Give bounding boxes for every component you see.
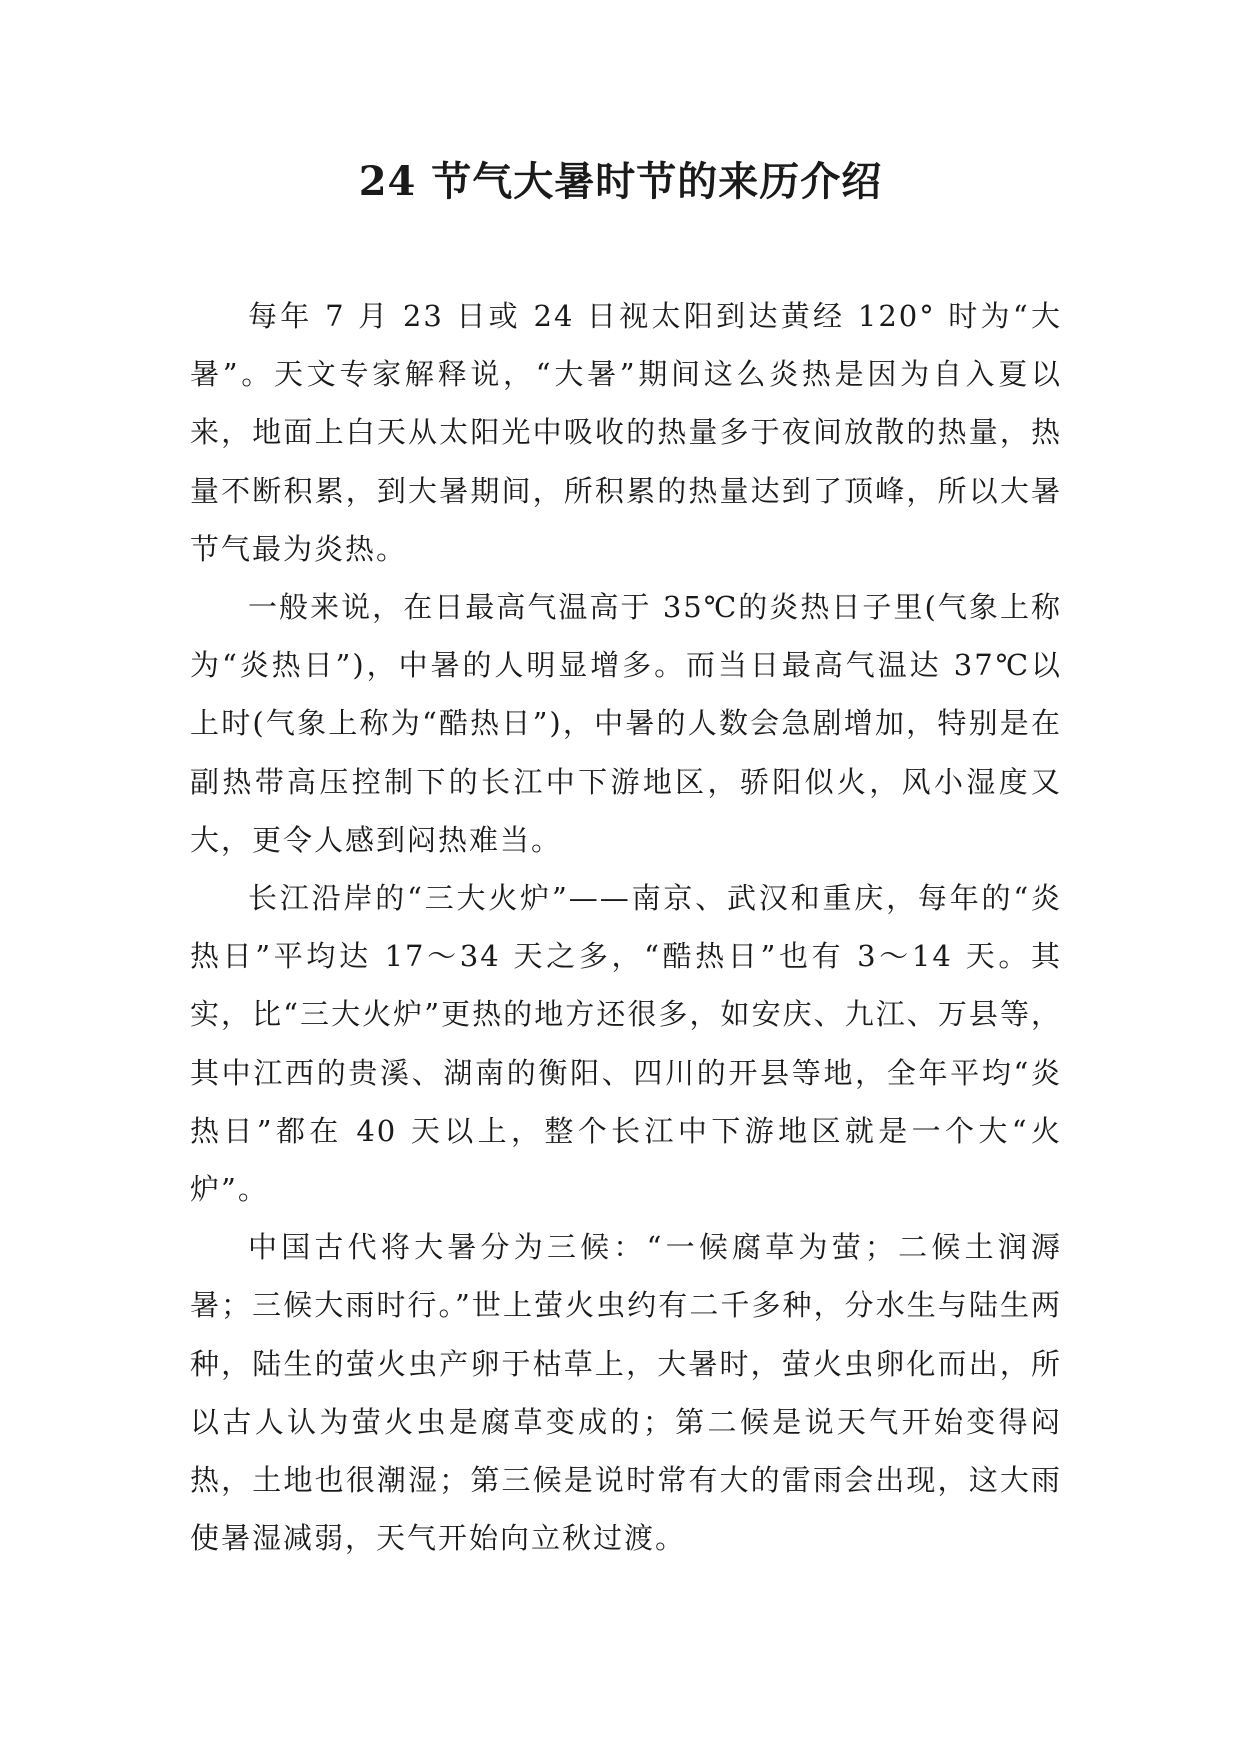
document-body [190, 287, 1062, 1567]
paragraph-4: 中国古代将大暑分为三候：“一候腐草为萤；二候土润溽暑；三候大雨时行。”世上萤火虫约有二千多种，分水生与陆生两种，陆生的萤火虫产卵于枯草上，大暑时，萤火虫卵化而出，所以古人认为萤火虫是腐草变成的；第二候是说天气开始变得闷热，土地也很潮湿；第三候是说时常有大的雷雨会出现，这大雨使暑湿减弱，天气开始向立秋过渡。 [190, 1230, 1062, 1556]
paragraph-1: 每年 7 月 23 日或 24 日视太阳到达黄经 120° 时为“大暑”。天文专家解释说，“大暑”期间这么炎热是因为自入夏以来，地面上白天从太阳光中吸收的热量多于夜间放散的热量，热量不断积累，到大暑期间，所积累的热量达到了顶峰，所以大暑节气最为炎热。 [190, 299, 1062, 566]
paragraph-3: 长江沿岸的“三大火炉”——南京、武汉和重庆，每年的“炎热日”平均达 17～34 天之多，“酷热日”也有 3～14 天。其实，比“三大火炉”更热的地方还很多，如安庆、九江、万县等，其中江西的贵溪、湖南的衡阳、四川的开县等地，全年平均“炎热日”都在 40 天以上，整个长江中下游地区就是一个大“火炉”。 [190, 881, 1062, 1207]
document-title: 24 节气大暑时节的来历介绍 [358, 158, 883, 205]
paragraph-2: 一般来说，在日最高气温高于 35℃的炎热日子里(气象上称为“炎热日”)，中暑的人明显增多。而当日最高气温达 37℃以上时(气象上称为“酷热日”)，中暑的人数会急剧增加，特别是在副热带高压控制下的长江中下游地区，骄阳似火，风小湿度又大，更令人感到闷热难当。 [190, 590, 1062, 857]
